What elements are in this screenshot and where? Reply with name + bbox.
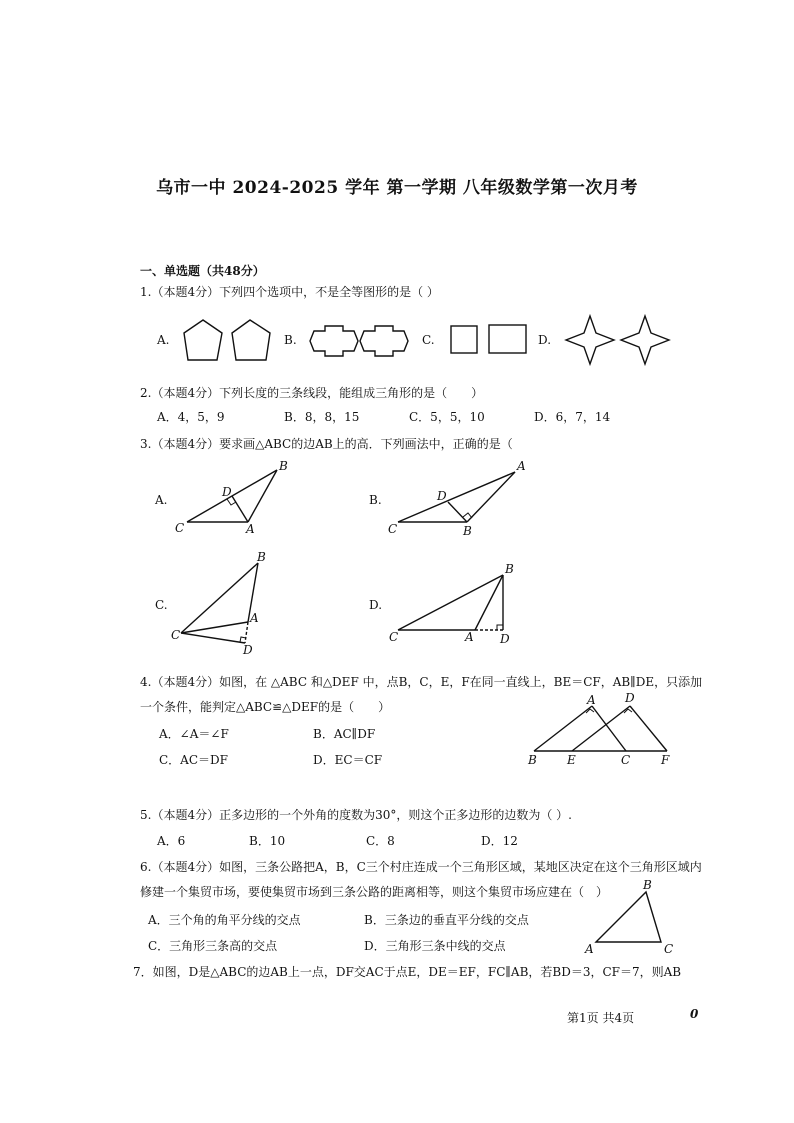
q1-label-d: D. [538,333,552,347]
q3-fig-b-label-c: C [388,522,398,536]
q3-label-c: C. [155,598,168,612]
q2-stem: 2.（本题4分）下列长度的三条线段，能组成三角形的是（ ） [140,386,484,400]
q1-label-c: C. [422,333,435,347]
q4-fig-label-e: E [567,753,576,767]
corner-mark: 0 [690,1007,699,1021]
q5-option-c: C．8 [366,834,395,848]
q1-stem: 1.（本题4分）下列四个选项中，不是全等图形的是（ ） [140,285,439,299]
q6-fig-label-b: B [643,878,652,892]
q7-stem: 7．如图，D是△ABC的边AB上一点，DF交AC于点E，DE＝EF，FC∥AB，若BD＝3，CF＝7，则AB [133,965,682,979]
q3-fig-c-label-b: B [257,550,266,564]
q3-fig-c-label-d: D [243,643,253,657]
q3-label-b: B. [369,493,382,507]
q4-option-d: D．EC＝CF [313,753,383,767]
q3-fig-c-label-c: C [171,628,181,642]
q4-option-b: B．AC∥DF [313,727,376,741]
q5-option-a: A．6 [157,834,186,848]
q3-fig-a-label-a: A [246,522,255,536]
q4-stem-line1: 4.（本题4分）如图，在 △ABC 和△DEF 中，点B，C，E，F在同一直线上，BE＝CF，AB∥DE，只添加 [140,675,703,689]
exam-title: 乌市一中 2024-2025 学年 第一学期 八年级数学第一次月考 [156,178,638,198]
q3-fig-a-label-c: C [175,521,185,535]
q3-fig-c-label-a: A [250,611,259,625]
q5-option-b: B．10 [249,834,286,848]
q2-option-c: C．5，5，10 [409,410,485,424]
q2-option-d: D．6，7，14 [534,410,611,424]
q3-fig-d-label-c: C [389,630,399,644]
section-heading: 一、单选题（共48分） [140,264,265,278]
q6-fig-label-c: C [664,942,674,956]
q3-fig-a-label-d: D [222,485,232,499]
q6-option-c: C．三角形三条高的交点 [148,939,278,953]
q6-stem-line2: 修建一个集贸市场，要使集贸市场到三条公路的距离相等，则这个集贸市场应建在（ ） [140,885,609,899]
q3-fig-d-label-b: B [505,562,514,576]
q3-stem: 3.（本题4分）要求画△ABC的边AB上的高．下列画法中，正确的是（ [140,437,513,451]
q4-fig-label-c: C [621,753,631,767]
q1-label-a: A. [157,333,170,347]
q4-fig-label-b: B [528,753,537,767]
q3-label-d: D. [369,598,383,612]
q6-fig-label-a: A [585,942,594,956]
q3-fig-d-label-d: D [500,632,510,646]
q6-option-a: A．三个角的角平分线的交点 [148,913,301,927]
q5-stem: 5.（本题4分）正多边形的一个外角的度数为30°，则这个正多边形的边数为（ ）. [140,808,572,822]
q5-option-d: D．12 [481,834,518,848]
q4-option-a: A．∠A＝∠F [159,727,229,741]
q3-fig-b-label-d: D [437,489,447,503]
q3-fig-b-label-b: B [463,524,472,538]
q1-label-b: B. [284,333,297,347]
q6-stem-line1: 6.（本题4分）如图，三条公路把A，B，C三个村庄连成一个三角形区域，某地区决定在这个三角形区域内 [140,860,702,874]
q3-fig-d-label-a: A [465,630,474,644]
q3-fig-a-label-b: B [279,459,288,473]
q4-option-c: C．AC＝DF [159,753,228,767]
q4-fig-label-a: A [587,693,596,707]
q3-label-a: A. [155,493,168,507]
q4-fig-label-f: F [661,753,670,767]
q2-option-b: B．8，8，15 [284,410,360,424]
q4-stem-line2: 一个条件，能判定△ABC≌△DEF的是（ ） [140,700,391,714]
q6-option-b: B．三条边的垂直平分线的交点 [364,913,529,927]
q3-fig-b-label-a: A [517,459,526,473]
q2-option-a: A．4，5，9 [157,410,225,424]
page-number: 第1页 共4页 [567,1011,635,1025]
q6-option-d: D．三角形三条中线的交点 [364,939,506,953]
q4-fig-label-d: D [625,691,635,705]
